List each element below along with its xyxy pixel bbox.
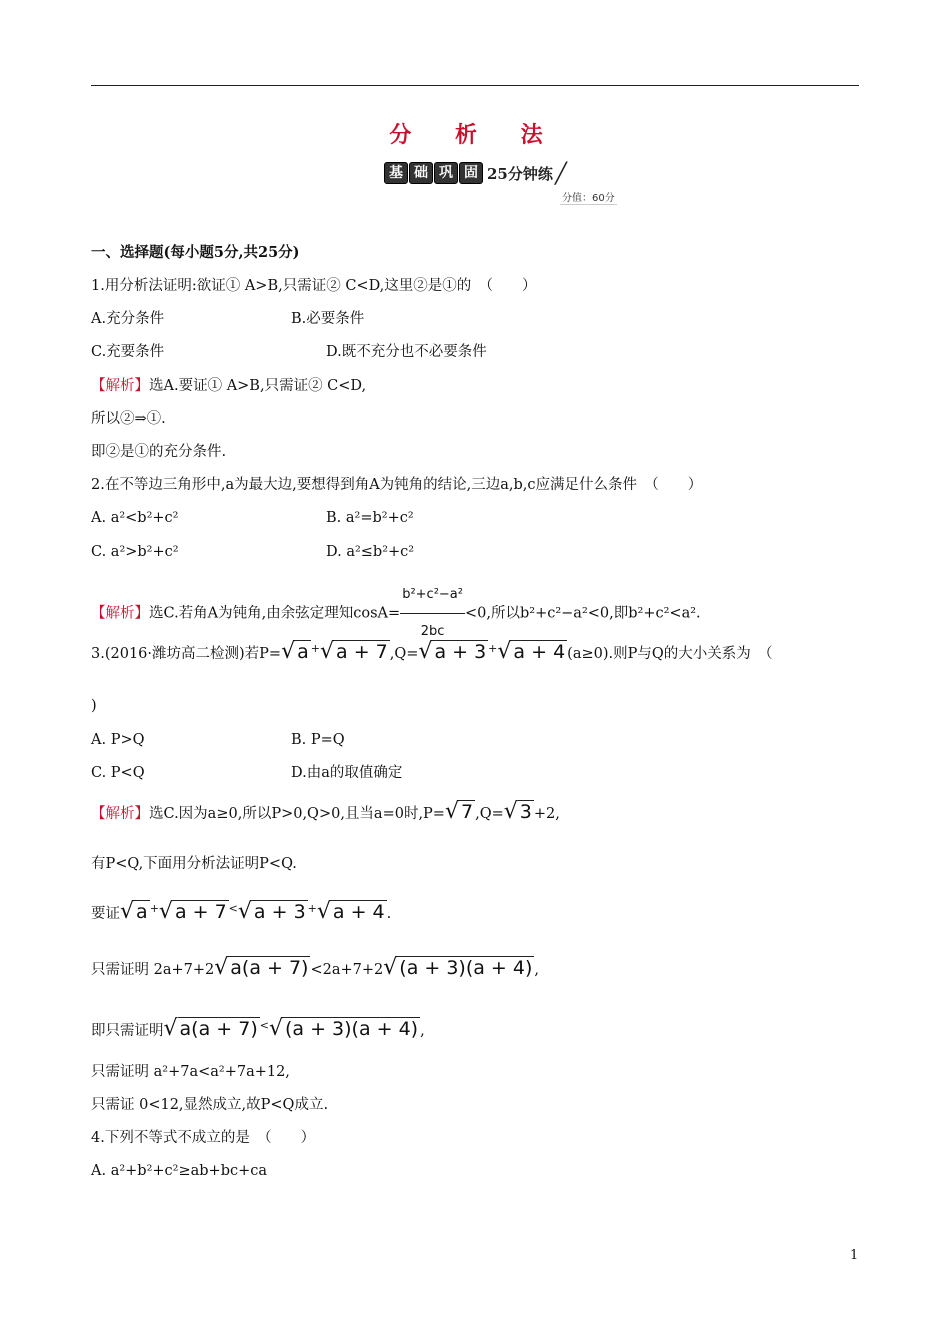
q3-option-c: C. P<Q [91,765,145,781]
banner-box-1: 基 [384,162,408,184]
sqrt-a-plus-4: √ a + 4 [497,638,566,664]
q3-stem-close: ) [91,698,97,714]
q1-option-c: C.充要条件 [91,344,165,360]
radicand: a [297,640,309,663]
q1-option-a: A.充分条件 [91,311,165,327]
sqrt-a-times-a-plus-7: √ a(a + 7) [163,1015,258,1041]
q1-answer-3: 即②是①的充分条件. [91,444,227,460]
q2-stem: 2.在不等边三角形中,a为最大边,要想得到角A为钝角的结论,三边a,b,c应满足什么条件 （ ） [91,477,703,493]
q1-answer-tag: 【解析】 [91,378,149,394]
sqrt-a-times-a-plus-7: √ a(a + 7) [214,955,309,980]
sqrt-a-plus-3: √ a + 3 [418,638,487,664]
q2-answer-tag: 【解析】 [91,605,149,622]
section-heading: 一、选择题(每小题5分,共25分) [91,244,300,261]
q1-stem: 1.用分析法证明:欲证① A>B,只需证② C<D,这里②是①的 （ ） [91,278,537,294]
q3-stem-pre: 3.(2016·潍坊高二检测)若P= [91,645,282,662]
radicand: 3 [519,801,532,823]
q3-answer-tag: 【解析】 [91,806,149,822]
q2-answer-pre: 选C.若角A为钝角,由余弦定理知cosA= [149,605,401,622]
radicand: a + 3 [434,640,487,663]
banner-box-3: 巩 [434,162,458,184]
q2-option-d: D. a²≤b²+c² [326,544,415,560]
proof-prefix: 只需证明 2a+7+2 [91,962,215,978]
banner-duration: 25分钟练 [487,164,553,183]
q3-option-b: B. P=Q [291,732,345,748]
radicand: a(a + 7) [230,957,309,979]
q3-option-a: A. P>Q [91,732,145,748]
header-rule [91,85,859,86]
radicand: 7 [461,801,474,823]
q3-proof-line-6: 只需证 0<12,显然成立,故P<Q成立. [91,1097,329,1113]
q2-answer-post: <0,所以b²+c²−a²<0,即b²+c²<a². [464,605,701,622]
q3-stem-post: (a≥0).则P与Q的大小关系为 （ [567,645,773,662]
score-label: 分值：60分 [560,189,617,205]
sqrt-a: √ a [120,898,148,924]
q1-answer-text: 选A.要证① A>B,只需证② C<D, [149,378,367,394]
radicand: (a + 3)(a + 4) [284,1017,419,1040]
q3-answer-post: +2, [533,806,560,822]
radicand: (a + 3)(a + 4) [399,957,533,979]
q3-answer [91,795,560,831]
q3-answer-mid: ,Q= [475,806,504,822]
q1-answer [91,376,366,396]
q1-option-d: D.既不充分也不必要条件 [326,344,487,360]
q3-stem-mid: ,Q= [389,645,419,662]
banner-slash-icon: ╱ [554,161,567,185]
radicand: a(a + 7) [179,1017,258,1040]
q2-option-a: A. a²<b²+c² [91,510,179,526]
q2-option-b: B. a²=b²+c² [326,510,414,526]
q3-proof-line-3: 只需证明 2a+7+2√ a(a + 7) <2a+7+2√ (a + 3)(a + 4) , [91,950,539,988]
banner [384,160,567,186]
radicand: a + 3 [253,900,306,923]
radicand: a + 4 [513,640,566,663]
q3-proof-line-1: 有P<Q,下面用分析法证明P<Q. [91,856,297,872]
q3-stem: 3.(2016·潍坊高二检测)若P=√ a +√ a + 7 ,Q=√ a + 3 +√ a + 4 (a≥0).则P与Q的大小关系为 （ [91,634,773,669]
sqrt-a-plus-3: √ a + 3 [237,898,306,924]
radicand: a + 4 [332,900,385,923]
radicand: a + 7 [174,900,227,923]
q3-proof-line-5: 只需证明 a²+7a<a²+7a+12, [91,1064,290,1080]
sqrt-7: √ 7 [444,799,474,824]
q4-stem: 4.下列不等式不成立的是 （ ） [91,1130,316,1146]
fraction-denominator: 2bc [420,624,445,639]
sqrt-a-plus-4: √ a + 4 [316,898,385,924]
sqrt-a-plus-7: √ a + 7 [319,638,388,664]
q3-option-d: D.由a的取值确定 [291,765,403,781]
q1-option-b: B.必要条件 [291,311,365,327]
q3-proof-line-4: 即只需证明√ a(a + 7) <√ (a + 3)(a + 4) , [91,1008,425,1049]
sqrt-product: √ (a + 3)(a + 4) [268,1015,419,1041]
radicand: a [136,900,148,923]
q4-option-a: A. a²+b²+c²≥ab+bc+ca [91,1163,268,1179]
proof-mid: <2a+7+2 [310,962,384,978]
sqrt-product: √ (a + 3)(a + 4) [383,955,533,980]
banner-box-2: 础 [409,162,433,184]
sqrt-a-plus-7: √ a + 7 [158,898,227,924]
q3-answer-pre: 选C.因为a≥0,所以P>0,Q>0,且当a=0时,P= [149,806,445,822]
banner-box-4: 固 [459,162,483,184]
page-title: 分 析 法 [389,122,561,148]
fraction-numerator: b²+c²−a² [400,577,465,614]
proof-prefix: 要证 [91,905,120,922]
sqrt-a: √ a [281,638,309,664]
q2-option-c: C. a²>b²+c² [91,544,179,560]
proof-prefix: 即只需证明 [91,1022,164,1039]
q1-answer-2: 所以②⇒①. [91,411,166,427]
page-number: 1 [850,1248,859,1263]
radicand: a + 7 [336,640,388,663]
q3-proof-line-2: 要证√ a +√ a + 7 <√ a + 3 +√ a + 4 . [91,892,391,931]
sqrt-3: √ 3 [503,799,532,824]
